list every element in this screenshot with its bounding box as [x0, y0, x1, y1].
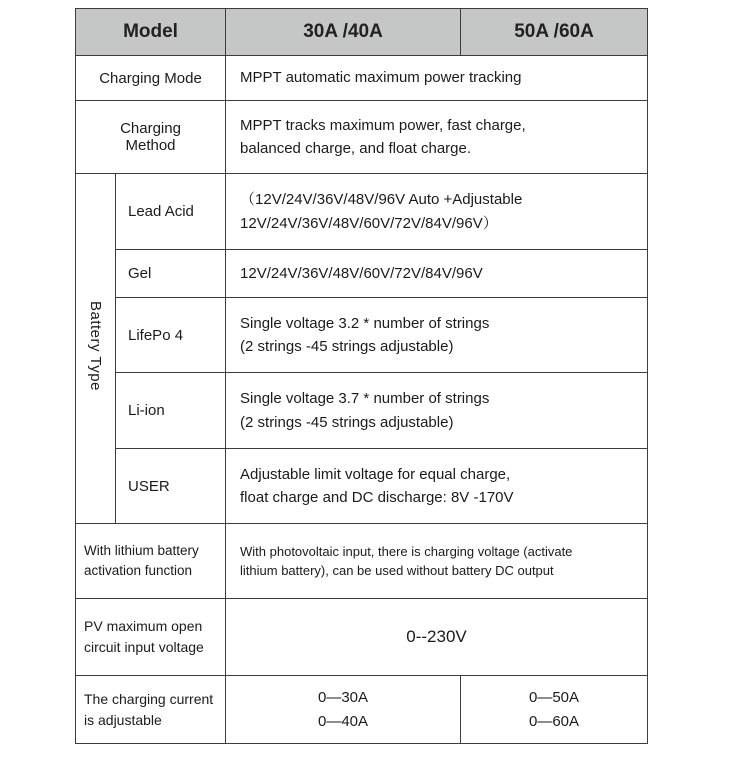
charging-current-col2-line1: 0—50A [528, 688, 580, 706]
charging-method-value-line1: MPPT tracks maximum power, fast charge, [240, 116, 526, 134]
charging-method-value-line2: balanced charge, and float charge. [240, 140, 472, 157]
user-value-line2: float charge and DC discharge: 8V -170V [240, 489, 514, 506]
charging-mode-value: MPPT automatic maximum power tracking [226, 56, 648, 101]
pv-voltage-value: 0--230V [226, 599, 648, 676]
charging-mode-label: Charging Mode [76, 56, 226, 101]
charging-method-row [76, 101, 648, 174]
battery-gel-row [76, 250, 648, 298]
lithium-activation-label-line2: activation function [84, 563, 193, 578]
charging-mode-row [76, 56, 648, 101]
charging-current-row [76, 676, 648, 744]
pv-voltage-label-line2: circuit input voltage [84, 639, 204, 655]
lead-acid-value [226, 174, 648, 250]
lithium-activation-value-line2: lithium battery), can be used without battery DC output [240, 563, 554, 578]
battery-lifepo4-row [76, 298, 648, 373]
charging-current-label-line2: is adjustable [84, 711, 162, 728]
charging-current-50a-60a [461, 676, 648, 744]
lithium-activation-label-line1: With lithium battery [84, 542, 199, 558]
user-label: USER [116, 449, 226, 524]
user-value [226, 449, 648, 524]
charging-current-col2-line2: 0—60A [528, 712, 580, 730]
charging-method-value [226, 101, 648, 174]
lead-acid-value-line2: 12V/24V/36V/48V/60V/72V/84V/96V） [240, 214, 498, 232]
charging-current-label-line1: The charging current [84, 690, 214, 707]
header-col-30a-40a: 30A /40A [226, 9, 461, 56]
gel-value [226, 250, 648, 298]
header-row [76, 9, 648, 56]
lithium-activation-row [76, 524, 648, 599]
spec-table [75, 8, 648, 744]
liion-value-line1: Single voltage 3.7 * number of strings [240, 390, 490, 408]
charging-current-label [76, 676, 226, 744]
charging-current-30a-40a [226, 676, 461, 744]
battery-lead-acid-row [76, 174, 648, 250]
lithium-activation-value [226, 524, 648, 599]
header-model: Model [76, 9, 226, 56]
lifepo4-label: LifePo 4 [116, 298, 226, 373]
charging-method-label-line1: Charging [120, 120, 181, 137]
lead-acid-label: Lead Acid [116, 174, 226, 250]
lithium-activation-value-line1: With photovoltaic input, there is charging voltage (activate [240, 543, 573, 559]
header-col-50a-60a: 50A /60A [461, 9, 648, 56]
battery-liion-row [76, 373, 648, 449]
charging-method-label-line2: Method [125, 137, 176, 154]
charging-current-col1-line1: 0—30A [317, 688, 369, 706]
lithium-activation-label [76, 524, 226, 599]
gel-value-line1: 12V/24V/36V/48V/60V/72V/84V/96V [240, 264, 483, 282]
liion-value [226, 373, 648, 449]
pv-voltage-row [76, 599, 648, 676]
pv-voltage-label-line1: PV maximum open [84, 618, 203, 634]
charging-current-col1-line2: 0—40A [317, 712, 369, 730]
user-value-line1: Adjustable limit voltage for equal charge, [240, 465, 511, 483]
lifepo4-value-line1: Single voltage 3.2 * number of strings [240, 314, 490, 332]
lifepo4-value-line2: (2 strings -45 strings adjustable) [240, 338, 454, 355]
lifepo4-value [226, 298, 648, 373]
battery-type-cell [76, 174, 116, 524]
battery-type-label: Battery Type [87, 301, 104, 391]
lead-acid-value-line1: （12V/24V/36V/48V/96V Auto +Adjustable [240, 191, 523, 209]
liion-value-line2: (2 strings -45 strings adjustable) [240, 413, 454, 431]
gel-label: Gel [116, 250, 226, 298]
pv-voltage-label [76, 599, 226, 676]
liion-label: Li-ion [116, 373, 226, 449]
battery-user-row [76, 449, 648, 524]
charging-method-label [76, 101, 226, 174]
